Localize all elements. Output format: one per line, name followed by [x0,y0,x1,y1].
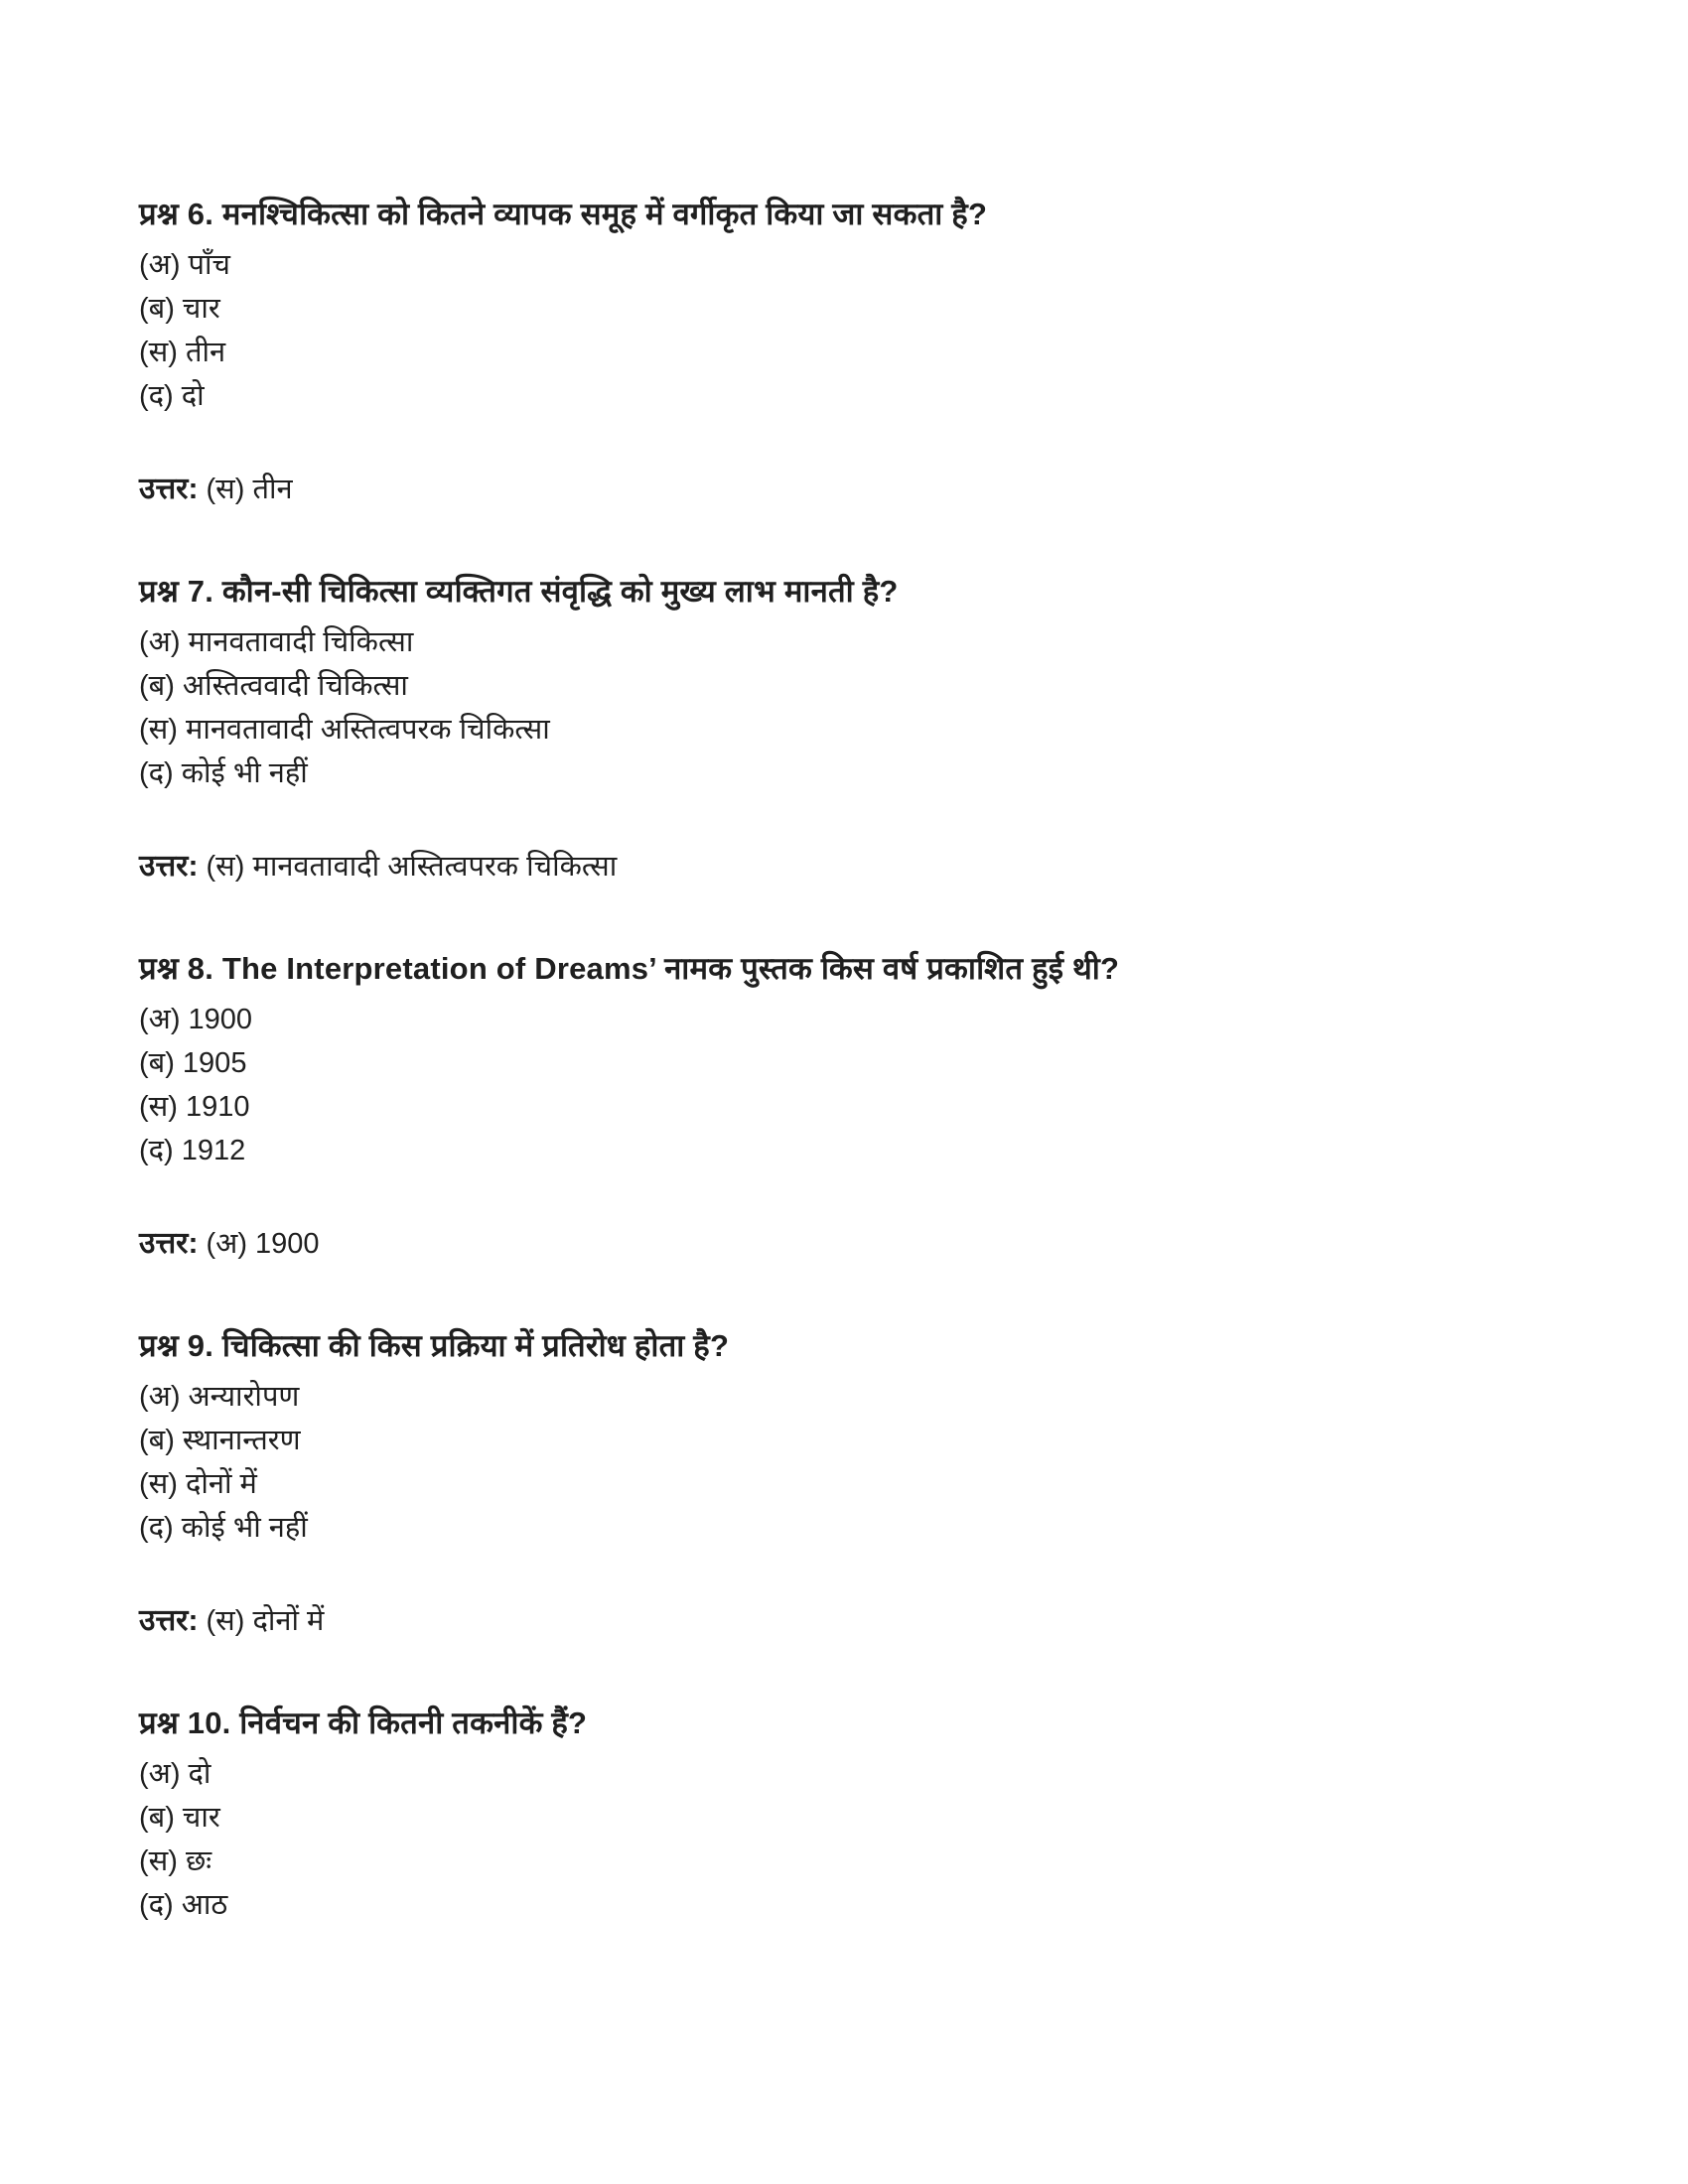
question-9-option-d: (द) कोई भी नहीं [139,1512,308,1544]
question-10-option-a: (अ) दो [139,1758,211,1790]
question-8-option-c: (स) 1910 [139,1091,250,1123]
question-6-option-a: (अ) पाँच [139,249,230,281]
question-6-option-b: (ब) चार [139,293,220,325]
question-8-option-d: (द) 1912 [139,1135,246,1166]
question-7-option-d: (द) कोई भी नहीं [139,757,308,789]
question-7-block [139,571,1569,888]
question-9-option-b: (ब) स्थानान्तरण [139,1425,301,1456]
answer-label: उत्तर: [139,1227,199,1260]
question-9-title: प्रश्न 9. चिकित्सा की किस प्रक्रिया में प्रतिरोध होता है? [139,1328,730,1363]
question-7-option-a: (अ) मानवतावादी चिकित्सा [139,626,414,658]
question-10-option-b: (ब) चार [139,1802,220,1834]
question-10-option-c: (स) छः [139,1845,212,1877]
question-6-option-d: (द) दो [139,380,205,412]
question-6-block [139,194,1569,511]
question-7-option-b: (ब) अस्तित्ववादी चिकित्सा [139,670,408,702]
question-7-option-c: (स) मानवतावादी अस्तित्वपरक चिकित्सा [139,714,550,746]
question-10-block [139,1703,1569,1927]
question-10-option-d: (द) आठ [139,1889,228,1921]
question-7-answer-line [139,845,1569,888]
question-9-block [139,1325,1569,1643]
answer-text: (अ) 1900 [206,1228,320,1260]
question-9-option-a: (अ) अन्यारोपण [139,1381,300,1413]
question-8-answer-line [139,1222,1569,1266]
answer-text: (स) तीन [206,474,293,505]
question-8-block [139,948,1569,1266]
answer-label: उत्तर: [139,1604,199,1637]
answer-label: उत्तर: [139,850,199,883]
answer-text: (स) दोनों में [206,1605,325,1637]
answer-text: (स) मानवतावादी अस्तित्वपरक चिकित्सा [206,851,618,883]
question-8-title: प्रश्न 8. The Interpretation of Dreams’ नामक पुस्तक किस वर्ष प्रकाशित हुई थी? [139,951,1120,986]
answer-label: उत्तर: [139,473,199,505]
question-10-title: प्रश्न 10. निर्वचन की कितनी तकनीकें हैं? [139,1706,588,1740]
question-7-title: प्रश्न 7. कौन-सी चिकित्सा व्यक्तिगत संवृद्धि को मुख्य लाभ मानती है? [139,574,899,609]
question-8-option-a: (अ) 1900 [139,1004,253,1035]
question-9-answer-line [139,1599,1569,1643]
question-6-title: प्रश्न 6. मनश्चिकित्सा को कितने व्यापक समूह में वर्गीकृत किया जा सकता है? [139,197,988,231]
question-6-option-c: (स) तीन [139,337,226,368]
question-9-option-c: (स) दोनों में [139,1468,257,1500]
question-6-answer-line [139,468,1569,511]
question-8-option-b: (ब) 1905 [139,1047,247,1079]
